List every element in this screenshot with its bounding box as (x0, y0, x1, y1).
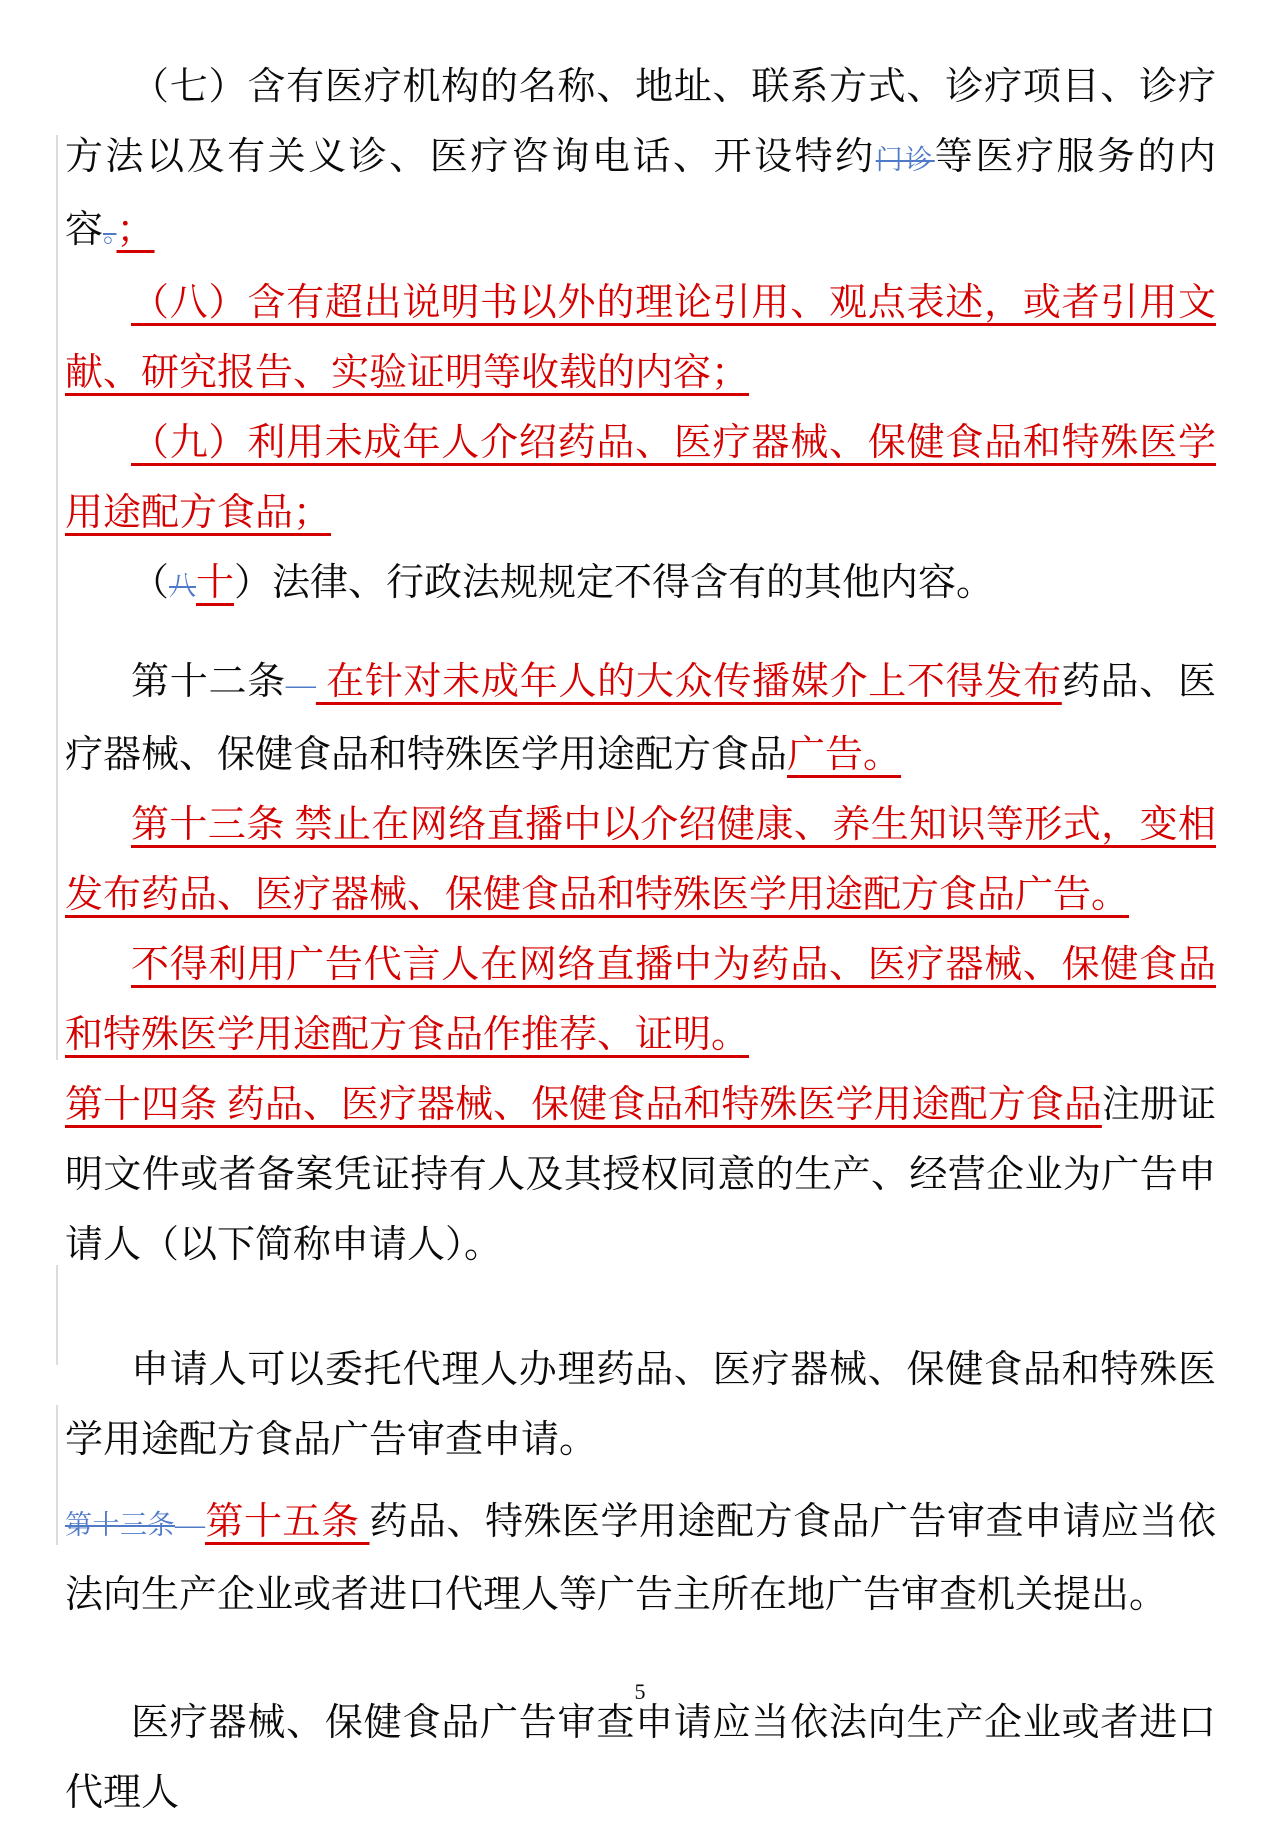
text-run: 申请人可以委托代理人办理药品、医疗器械、保健食品和特殊医学用途配方食品广告审查申请。 (65, 1349, 1216, 1461)
text-run: （七）含有医疗机构的名称、地址、联系方式、诊疗项目、诊疗方法以及有关义诊、医疗咨询电话、开设特约 (65, 66, 1216, 178)
deleted-text: 门诊 (875, 145, 935, 175)
inserted-text: ； (116, 209, 155, 251)
text-run: 药品、特殊医学用途配方食品广告审查申请应当依法向生产企业或者进口代理人等广告主所在地广告审查机关提出。 (65, 1501, 1216, 1616)
inserted-text: 第十四条 药品、医疗器械、保健食品和特殊医学用途配方食品 (65, 1084, 1102, 1126)
paragraph-article-13-1 (65, 790, 1216, 930)
inserted-text: 第十三条 禁止在网络直播中以介绍健康、养生知识等形式，变相发布药品、医疗器械、保健食品和特殊医学用途配方食品广告。 (65, 804, 1216, 916)
inserted-text: 在针对未成年人的大众传播媒介上不得发布 (315, 661, 1062, 703)
paragraph-article-15 (65, 1487, 1216, 1630)
paragraph-item-8 (65, 268, 1216, 408)
paragraph-item-9 (65, 408, 1216, 548)
text-run: ）法律、行政法规规定不得含有的其他内容。 (234, 562, 995, 604)
paragraph-device-food-review (65, 1688, 1216, 1828)
paragraph-item-10 (65, 548, 1216, 621)
page-number: 5 (634, 1679, 646, 1704)
inserted-text: （九）利用未成年人介绍药品、医疗器械、保健食品和特殊医学用途配方食品； (65, 422, 1216, 534)
text-run: 第十二条 (131, 661, 286, 703)
text-run: 医疗器械、保健食品广告审查申请应当依法向生产企业或者进口代理人 (65, 1702, 1216, 1814)
inserted-text: 第十五条 (205, 1501, 370, 1543)
paragraph-applicant-delegate (65, 1335, 1216, 1475)
text-run: 药品、医疗器械、保健食品和特殊医学用途配方食品 (65, 661, 1216, 776)
text-run: 等医疗服务的内容 (65, 136, 1216, 251)
inserted-text: 十 (196, 562, 235, 604)
paragraph-article-13-2 (65, 930, 1216, 1070)
inserted-text: 不得利用广告代言人在网络直播中为药品、医疗器械、保健食品和特殊医学用途配方食品作推荐、证明。 (65, 944, 1216, 1056)
deleted-space-mark: — (175, 1508, 205, 1541)
deleted-text: 第十三条 (65, 1510, 175, 1540)
paragraph-article-12 (65, 647, 1216, 790)
text-run: （ (131, 562, 170, 604)
deleted-text: 。 (103, 218, 117, 248)
deleted-text: 八 (169, 571, 197, 601)
paragraph-article-14 (65, 1070, 1216, 1280)
deleted-space-mark: — (285, 668, 316, 701)
inserted-text: （八）含有超出说明书以外的理论引用、观点表述，或者引用文献、研究报告、实验证明等收载的内容； (65, 282, 1216, 394)
paragraph-item-7 (65, 52, 1216, 268)
inserted-text: 广告。 (787, 734, 902, 776)
text-run: 注册证明文件或者备案凭证持有人及其授权同意的生产、经营企业为广告申请人（以下简称申请人）。 (65, 1084, 1216, 1266)
